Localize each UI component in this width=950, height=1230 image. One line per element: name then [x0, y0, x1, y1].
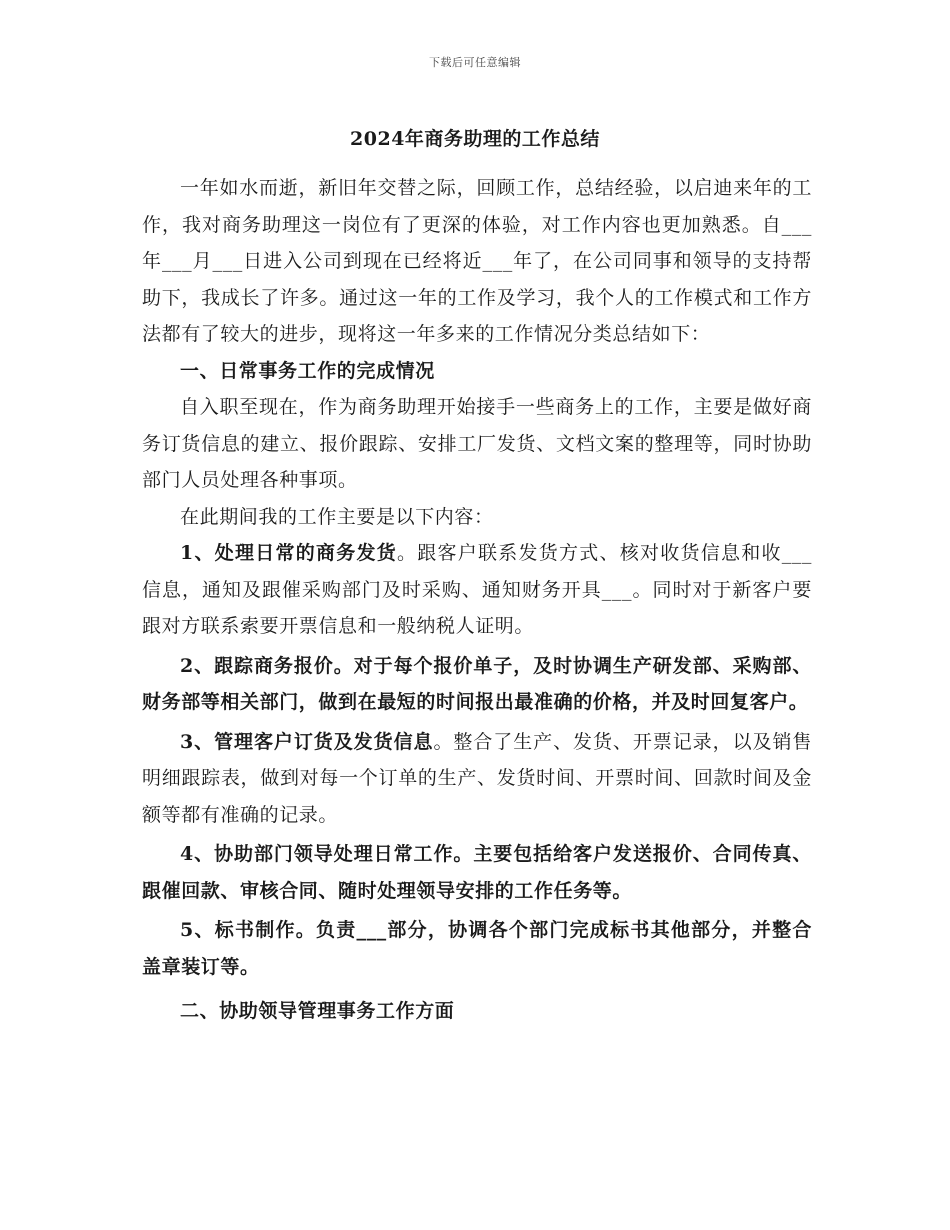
item-1 — [142, 535, 812, 645]
intro-paragraph: 一年如水而逝，新旧年交替之际，回顾工作，总结经验，以启迪来年的工作，我对商务助理这一岗位有了更深的体验，对工作内容也更加熟悉。自___年___月___日进入公司到现在已经将近___年了，在公司同事和领导的支持帮助下，我成长了许多。通过这一年的工作及学习，我个人的工作模式和工作方法都有了较大的进步，现将这一年多来的工作情况分类总结如下： — [142, 177, 812, 345]
item-2: 2、跟踪商务报价。对于每个报价单子，及时协调生产研发部、采购部、财务部等相关部门，做到在最短的时间报出最准确的价格，并及时回复客户。 — [142, 654, 812, 713]
item-1-lead: 1、处理日常的商务发货 — [180, 542, 397, 564]
document-title: 2024年商务助理的工作总结 — [350, 128, 600, 150]
header-note: 下载后可任意编辑 — [429, 56, 521, 69]
section1-paragraph-2: 在此期间我的工作主要是以下内容： — [180, 505, 494, 528]
item-5-lead: 5、标书制作。 — [180, 919, 316, 941]
item-3-lead: 3、管理客户订货及发货信息 — [180, 730, 434, 753]
item-5 — [142, 912, 812, 985]
item-5-text: 负责___部分，协调各个部门完成标书其他部分，并整合盖章装订等。 — [142, 919, 812, 978]
item-1-text: 。跟客户联系发货方式、核对收货信息和收___信息，通知及跟催采购部门及时采购、通知财务开具___。同时对于新客户要跟对方联系索要开票信息和一般纳税人证明。 — [142, 542, 812, 637]
item-4: 4、协助部门领导处理日常工作。主要包括给客户发送报价、合同传真、跟催回款、审核合同、随时处理领导安排的工作任务等。 — [142, 843, 812, 902]
item-3-text: 。整合了生产、发货、开票记录，以及销售明细跟踪表，做到对每一个订单的生产、发货时间、开票时间、回款时间及金额等都有准确的记录。 — [142, 730, 812, 826]
item-3 — [142, 724, 812, 834]
section2-heading: 二、协助领导管理事务工作方面 — [180, 1000, 455, 1022]
section1-heading: 一、日常事务工作的完成情况 — [180, 359, 435, 382]
section1-paragraph-1: 自入职至现在，作为商务助理开始接手一些商务上的工作，主要是做好商务订货信息的建立、报价跟踪、安排工厂发货、文档文案的整理等，同时协助部门人员处理各种事项。 — [142, 396, 812, 491]
document-body — [142, 170, 812, 1030]
